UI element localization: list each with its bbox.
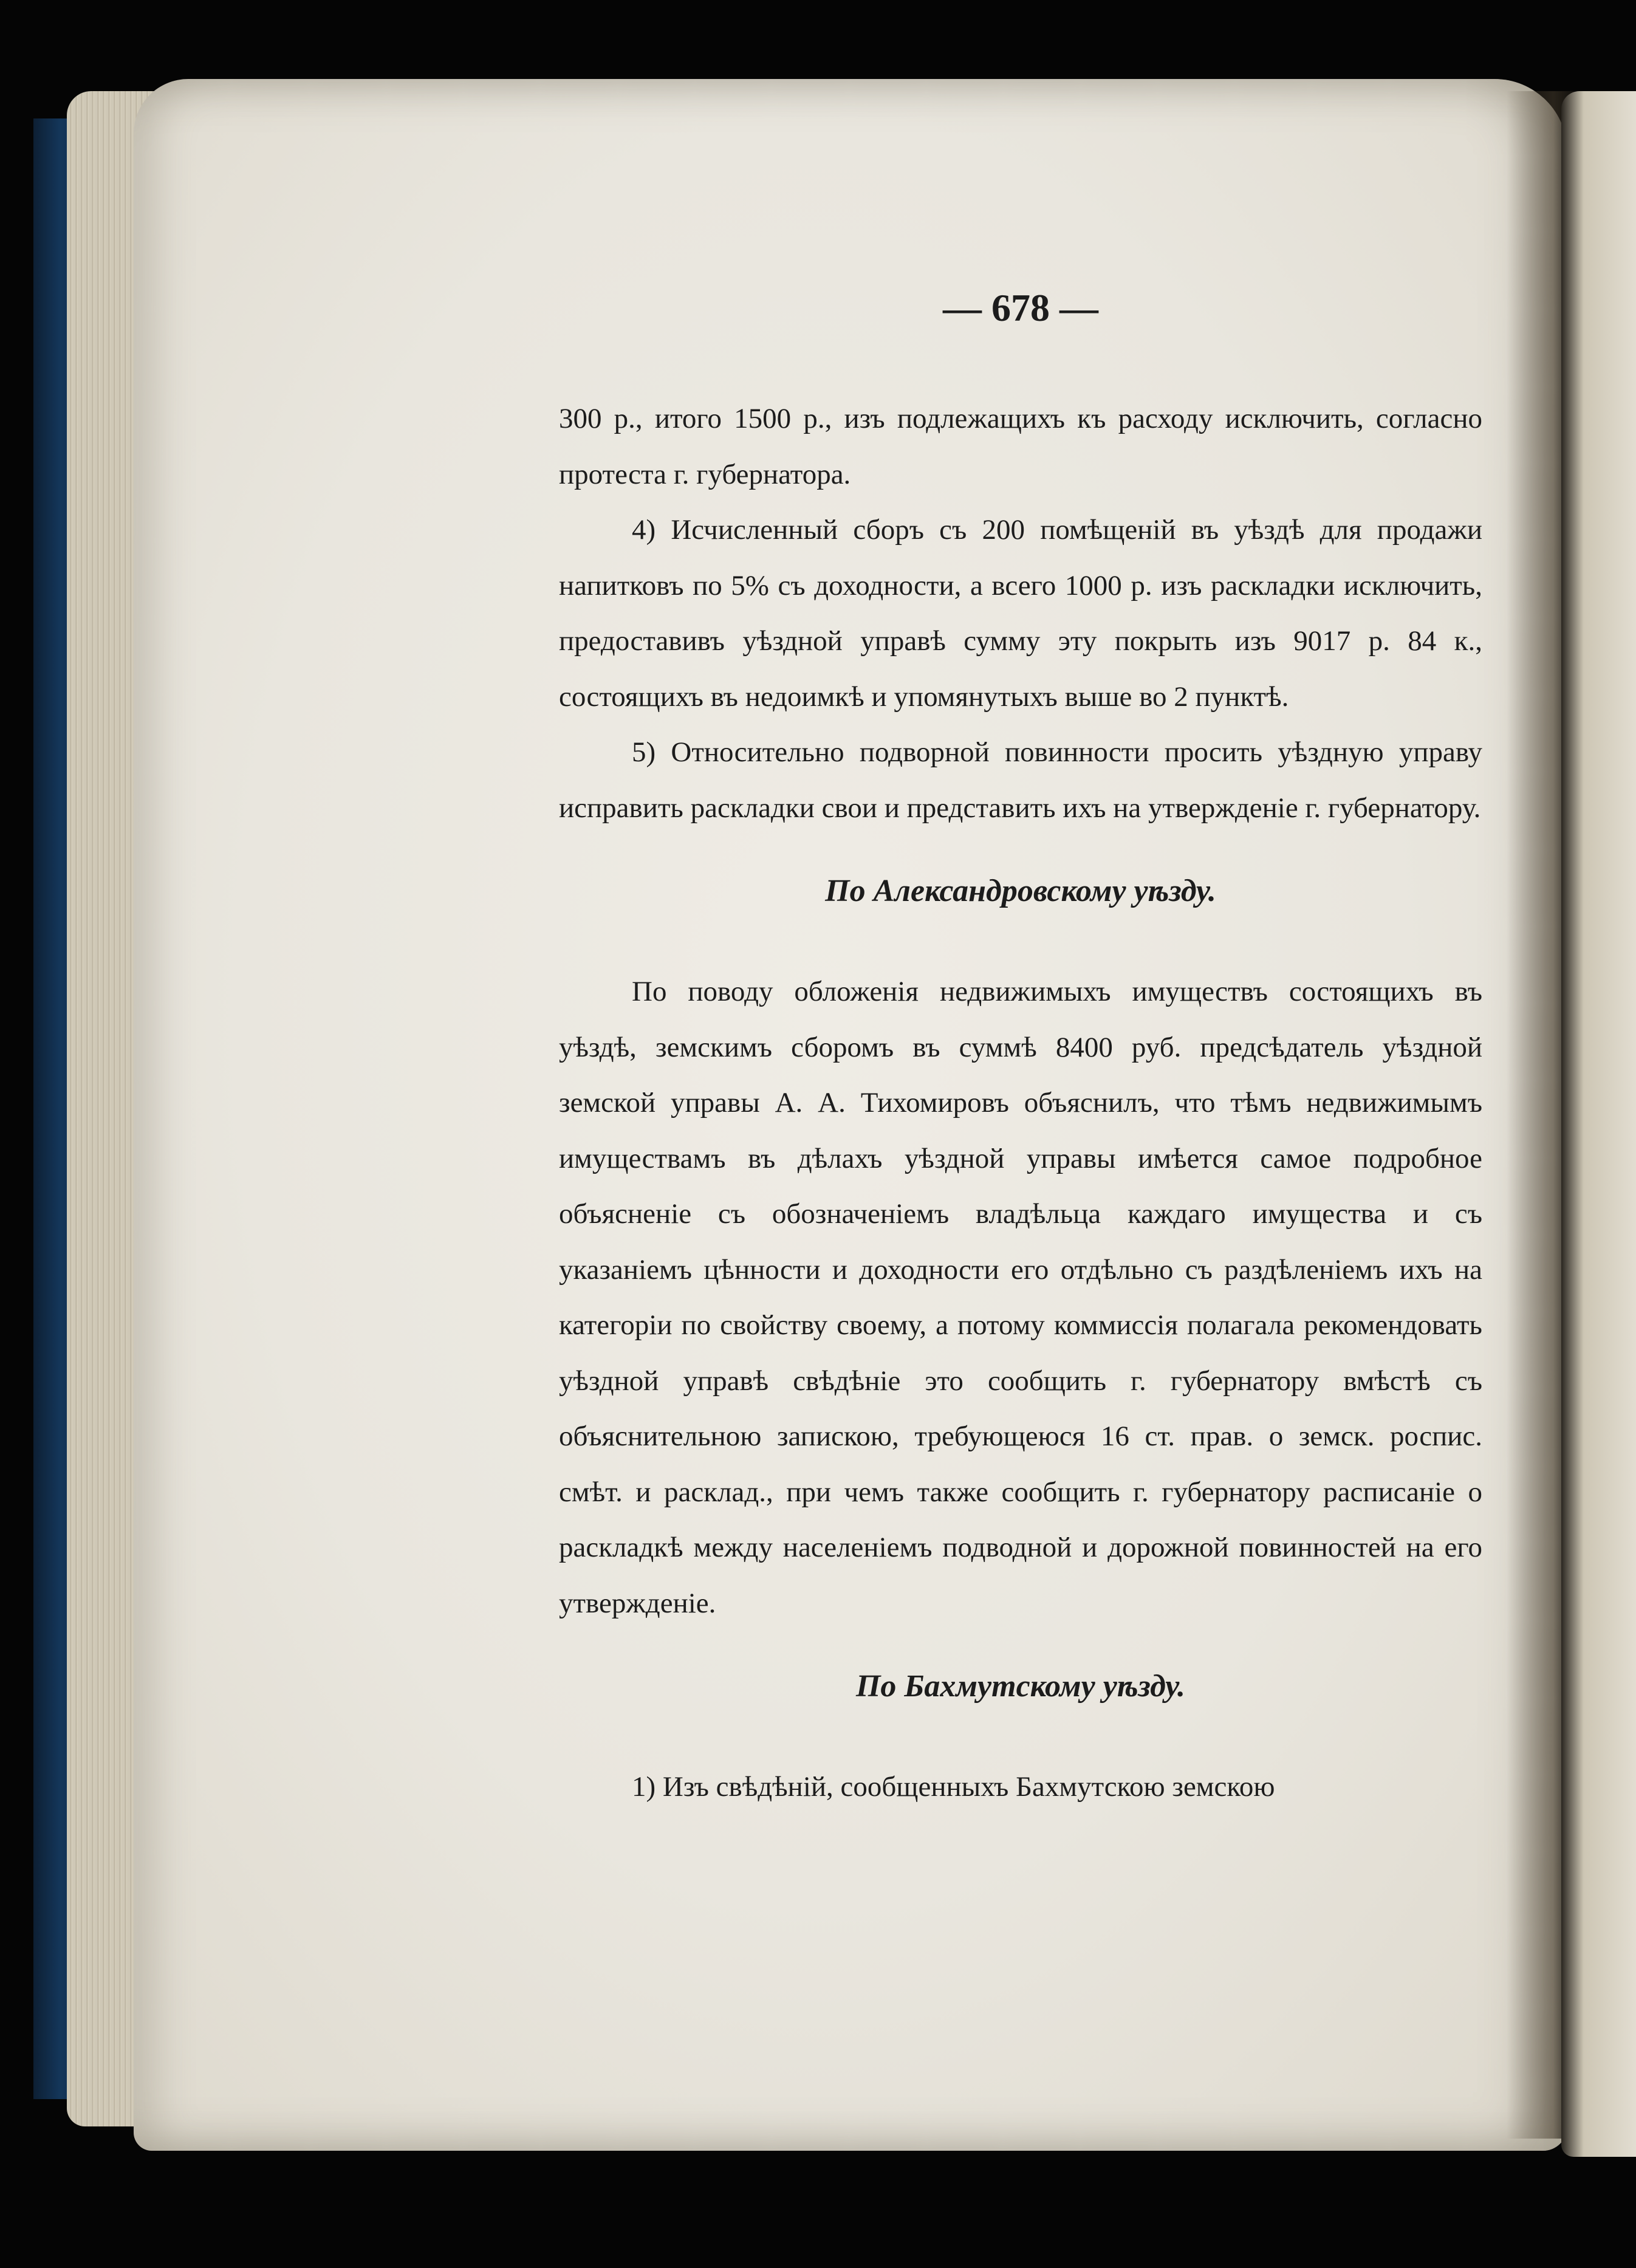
paragraph-alexandrovsky: По поводу обложенія недвижимыхъ имуществъ состоящихъ въ уѣздѣ, земскимъ сборомъ въ суммѣ 8400 руб. предсѣдатель уѣздной земской управы А. А. Тихомировъ объяснилъ, что тѣмъ недвижимымъ имуществамъ въ дѣлахъ уѣздной управы имѣется самое подробное объясненіе съ обозначеніемъ владѣльца каждаго имущества и съ указаніемъ цѣнности и доходности его отдѣльно съ раздѣленіемъ ихъ на категоріи по свойству своему, а потому коммиссія полагала рекомендовать уѣздной управѣ свѣдѣніе это сообщить г. губернатору вмѣстѣ съ объяснительною запискою, требующеюся 16 ст. прав. о земск. роспис. смѣт. и расклад., при чемъ также сообщить г. губернатору расписаніе о раскладкѣ между населеніемъ подводной и дорожной повинностей на его утвержденіе.: [559, 976, 1482, 1619]
paragraph-item-4: 4) Исчисленный сборъ съ 200 помѣщеній въ уѣздѣ для продажи напитковъ по 5% съ доходности, а всего 1000 р. изъ раскладки исключить, предоставивъ уѣздной управѣ сумму эту покрыть изъ 9017 р. 84 к., состоящихъ въ недоимкѣ и упомянутыхъ выше во 2 пунктѣ.: [559, 514, 1482, 713]
section-heading-bakhmutsky: По Бахмутскому уѣзду.: [855, 1669, 1186, 1704]
paragraph-bakhmutsky-start: 1) Изъ свѣдѣній, сообщенныхъ Бахмутскою земскою: [632, 1771, 1275, 1803]
section-heading-alexandrovsky: По Александровскому уѣзду.: [825, 874, 1216, 908]
paragraph-continuation: 300 р., итого 1500 р., изъ подлежащихъ къ расходу исключить, согласно протеста г. губернатора.: [559, 403, 1482, 490]
next-page-edge: [1561, 91, 1636, 2157]
page-text: [559, 286, 1482, 1815]
page-number: — 678 —: [943, 286, 1098, 329]
paragraph-item-5: 5) Относительно подворной повинности просить уѣздную управу исправить раскладки свои и представить ихъ на утвержденіе г. губернатору.: [559, 736, 1482, 824]
